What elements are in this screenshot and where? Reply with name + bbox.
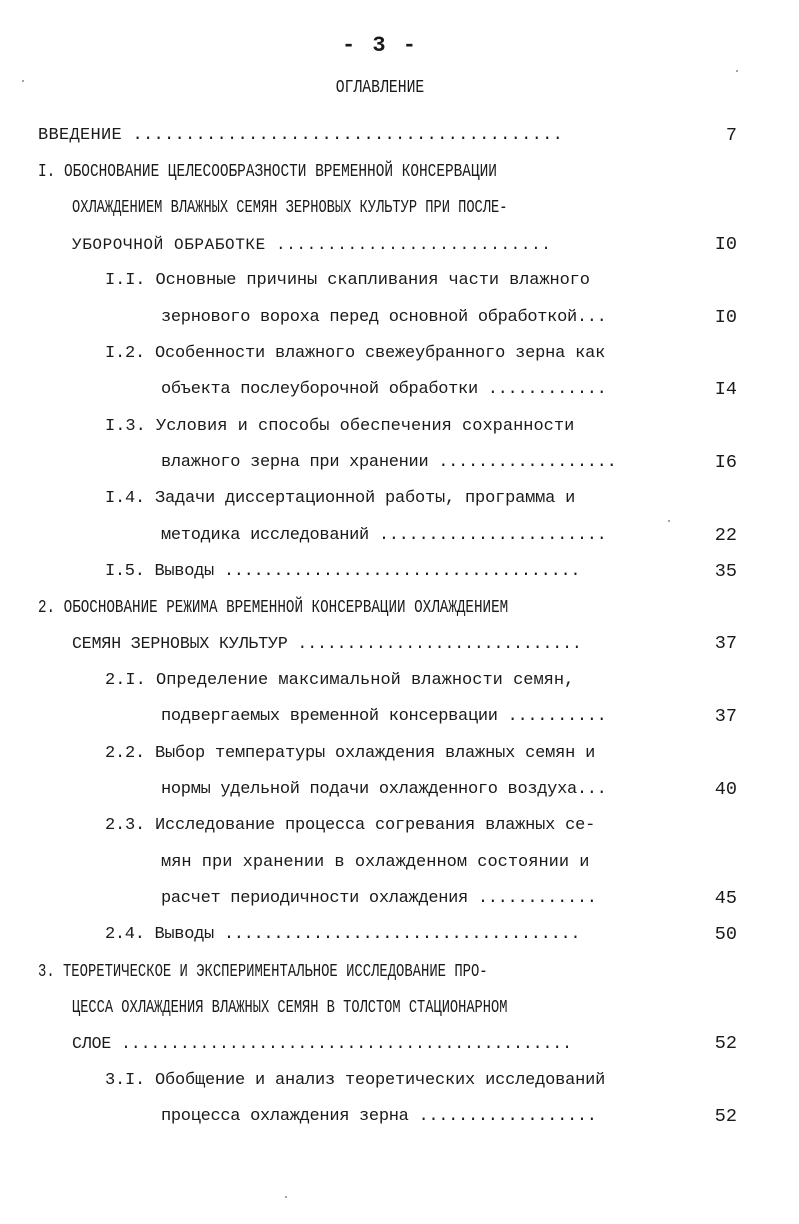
toc-line <box>0 626 799 662</box>
toc-text: ЦЕССА ОХЛАЖДЕНИЯ ВЛАЖНЫХ СЕМЯН В ТОЛСТОМ СТАЦИОНАРНОМ <box>72 997 508 1018</box>
toc-line <box>0 300 799 336</box>
toc-text: I.3. Условия и способы обеспечения сохранности <box>105 417 575 436</box>
toc-page: 37 <box>714 706 737 727</box>
toc-page: 40 <box>714 779 737 800</box>
toc-text: СЕМЯН ЗЕРНОВЫХ КУЛЬТУР ............................. <box>72 634 582 653</box>
toc-line <box>0 445 799 481</box>
toc-line <box>0 845 799 881</box>
toc-line <box>0 554 799 590</box>
toc-line <box>0 917 799 953</box>
toc-line <box>0 990 799 1026</box>
toc-text: I.4. Задачи диссертационной работы, программа и <box>105 489 576 508</box>
toc-text: нормы удельной подачи охлажденного воздуха... <box>161 780 607 799</box>
toc-line <box>0 881 799 917</box>
toc-line <box>0 372 799 408</box>
toc-page: I6 <box>714 452 737 473</box>
toc-text: I.5. Выводы .................................... <box>105 562 581 581</box>
toc-text: 2.3. Исследование процесса согревания влажных се- <box>105 816 596 835</box>
toc-line <box>0 590 799 626</box>
toc-line <box>0 663 799 699</box>
scan-speck <box>22 80 24 82</box>
toc-line <box>0 1026 799 1062</box>
toc-page: 52 <box>714 1106 737 1127</box>
toc-line <box>0 518 799 554</box>
toc-text: УБОРОЧНОЙ ОБРАБОТКЕ ........................... <box>72 236 552 254</box>
toc-text: 2.2. Выбор температуры охлаждения влажных семян и <box>105 744 596 763</box>
toc-text: 3.I. Обобщение и анализ теоретических исследований <box>105 1071 606 1090</box>
toc-text: объекта послеуборочной обработки ............ <box>161 380 607 399</box>
toc-text: 3. ТЕОРЕТИЧЕСКОЕ И ЭКСПЕРИМЕНТАЛЬНОЕ ИССЛЕДОВАНИЕ ПРО- <box>38 961 488 982</box>
toc-line <box>0 954 799 990</box>
toc-page: I0 <box>714 307 737 328</box>
toc-text: 2.4. Выводы .................................... <box>105 925 581 944</box>
scan-speck <box>668 520 670 522</box>
toc-page: 35 <box>714 561 737 582</box>
toc-text: СЛОЕ .............................................. <box>72 1034 572 1053</box>
toc-page: 52 <box>714 1033 737 1054</box>
toc-page: I4 <box>714 379 737 400</box>
toc-line <box>0 154 799 190</box>
toc-text: процесса охлаждения зерна .................. <box>161 1107 597 1126</box>
toc-text: I.I. Основные причины скапливания части влажного <box>105 271 590 290</box>
toc-text: 2.I. Определение максимальной влажности семян, <box>105 671 575 690</box>
toc-text: 2. ОБОСНОВАНИЕ РЕЖИМА ВРЕМЕННОЙ КОНСЕРВАЦИИ ОХЛАЖДЕНИЕМ <box>38 597 509 618</box>
toc-line <box>0 808 799 844</box>
toc-line <box>0 263 799 299</box>
toc-line <box>0 699 799 735</box>
toc-line <box>0 1063 799 1099</box>
toc-text: I.2. Особенности влажного свежеубранного зерна как <box>105 344 606 363</box>
toc-page: 50 <box>714 924 737 945</box>
toc-line <box>0 336 799 372</box>
toc-page: 22 <box>714 525 737 546</box>
page-number: - 3 - <box>341 33 418 58</box>
toc-text: зернового вороха перед основной обработкой... <box>161 308 607 327</box>
toc-line <box>0 118 799 154</box>
toc-text: расчет периодичности охлаждения ............ <box>161 889 597 908</box>
toc-text: мян при хранении в охлажденном состоянии и <box>161 853 590 872</box>
toc-page: 37 <box>714 633 737 654</box>
toc-page: 45 <box>714 888 737 909</box>
toc-line <box>0 190 799 226</box>
toc-text: ОХЛАЖДЕНИЕМ ВЛАЖНЫХ СЕМЯН ЗЕРНОВЫХ КУЛЬТУР ПРИ ПОСЛЕ- <box>72 197 508 218</box>
toc-line <box>0 227 799 263</box>
toc-line <box>0 736 799 772</box>
toc-page: I0 <box>714 234 737 255</box>
toc-text: влажного зерна при хранении .................. <box>161 453 617 472</box>
scan-speck <box>736 70 738 72</box>
toc-text: подвергаемых временной консервации .......... <box>161 707 607 726</box>
toc-text: ВВЕДЕНИЕ ......................................... <box>38 126 564 145</box>
toc-title: ОГЛАВЛЕНИЕ <box>335 78 425 98</box>
scan-speck <box>285 1196 287 1198</box>
toc-text: методика исследований ....................... <box>161 526 607 545</box>
toc-line <box>0 409 799 445</box>
toc-line <box>0 481 799 517</box>
toc-text: I. ОБОСНОВАНИЕ ЦЕЛЕСООБРАЗНОСТИ ВРЕМЕННОЙ КОНСЕРВАЦИИ <box>38 161 497 182</box>
toc-line <box>0 1099 799 1135</box>
toc-line <box>0 772 799 808</box>
toc-page: 7 <box>725 125 737 146</box>
